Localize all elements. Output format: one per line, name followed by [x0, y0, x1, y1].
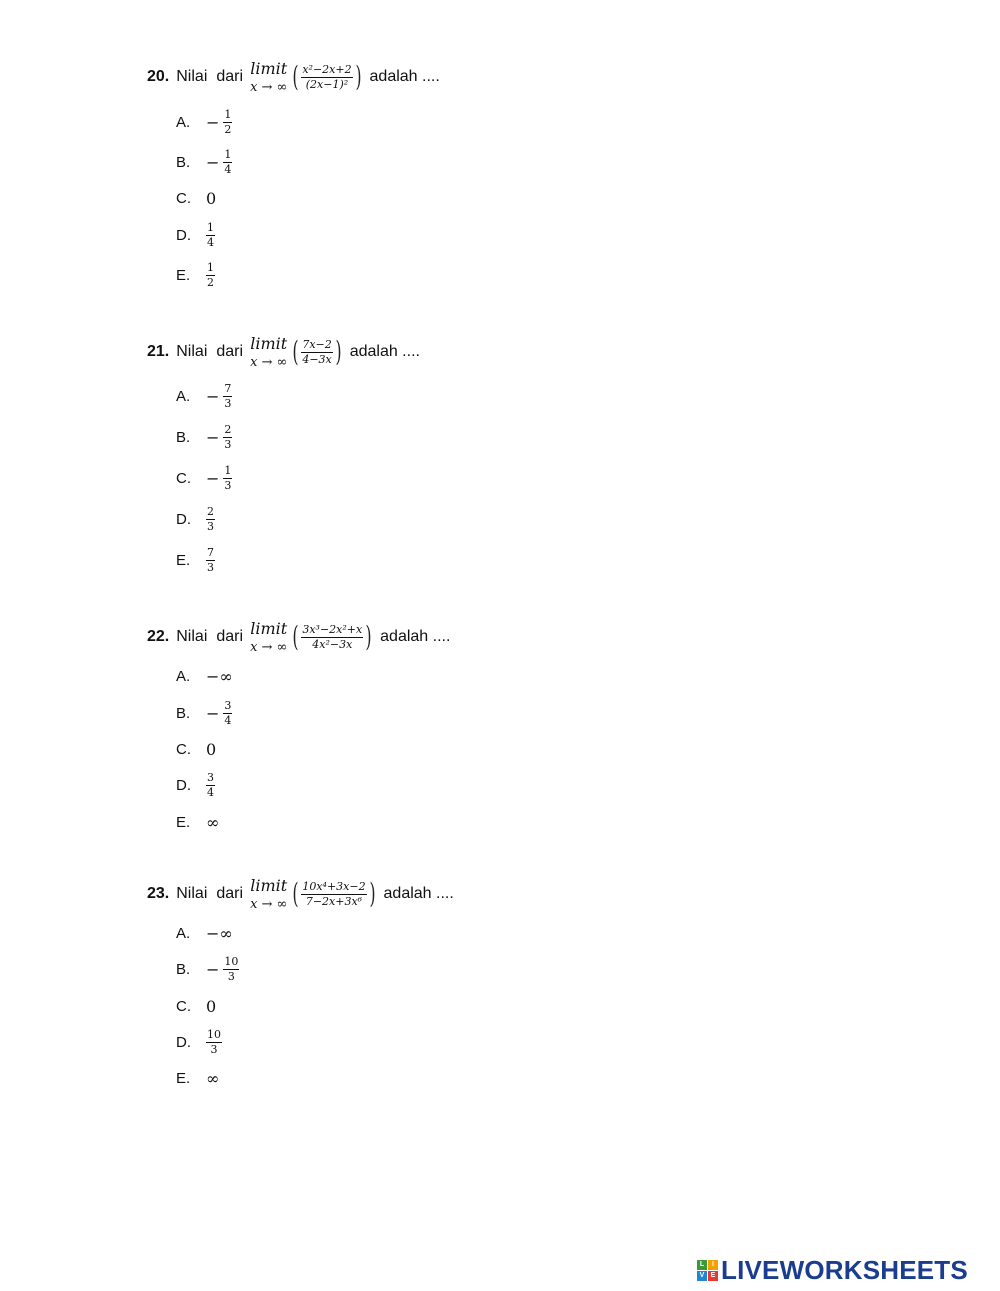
option-value: 0	[206, 996, 217, 1016]
right-paren: )	[365, 620, 372, 653]
option-value	[206, 547, 215, 573]
option-value	[206, 506, 215, 532]
answer-option[interactable]	[176, 991, 216, 1021]
fraction-denominator: 4	[224, 713, 232, 727]
limit-subscript: x → ∞	[250, 896, 288, 912]
question-number: 23.	[147, 885, 170, 902]
option-letter: E.	[176, 1069, 191, 1087]
question-stem	[147, 872, 454, 916]
limit-expression	[290, 335, 343, 368]
fraction-denominator: 3	[227, 969, 235, 983]
minus-sign: −	[206, 427, 220, 447]
fraction-denominator: 2	[224, 122, 232, 136]
answer-option[interactable]	[176, 770, 215, 800]
question-number: 21.	[147, 343, 170, 360]
question-text: adalah ....	[349, 343, 420, 360]
left-paren: (	[292, 620, 299, 653]
option-fraction	[223, 956, 239, 982]
minus-sign: −	[206, 959, 220, 979]
question-text: Nilai	[176, 628, 208, 645]
option-value	[206, 262, 215, 288]
option-value	[206, 700, 232, 726]
fraction-denominator: 3	[207, 519, 214, 533]
question-text: adalah ....	[369, 68, 440, 85]
fraction-denominator: 3	[224, 396, 232, 410]
option-letter: D.	[176, 1033, 191, 1051]
fraction-numerator: 1	[224, 147, 232, 161]
answer-option[interactable]	[176, 220, 215, 250]
left-paren: (	[292, 335, 299, 368]
answer-option[interactable]	[176, 918, 233, 948]
fraction-denominator: 4	[207, 785, 214, 799]
expression-fraction	[301, 624, 363, 650]
limit-label: limit	[250, 333, 288, 353]
option-letter: A.	[176, 113, 191, 131]
logo-tiles	[697, 1260, 718, 1281]
limit-expression	[290, 877, 377, 910]
limit-subscript: x → ∞	[250, 79, 288, 95]
option-letter: C.	[176, 189, 191, 207]
fraction-numerator: 3	[207, 770, 214, 784]
question-text: adalah ....	[380, 628, 451, 645]
answer-option[interactable]	[176, 734, 216, 764]
option-letter: C.	[176, 997, 191, 1015]
option-fraction	[223, 465, 232, 491]
logo-tile: L	[697, 1260, 707, 1270]
fraction-numerator: 10	[207, 1027, 221, 1041]
answer-option[interactable]	[176, 463, 232, 493]
answer-option[interactable]	[176, 422, 232, 452]
expression-fraction	[301, 881, 366, 907]
answer-option[interactable]	[176, 504, 215, 534]
fraction-numerator: 1	[207, 260, 214, 274]
denominator: 4x²−3x	[312, 637, 353, 651]
expression-fraction	[301, 64, 352, 90]
option-letter: B.	[176, 704, 191, 722]
fraction-denominator: 4	[207, 235, 214, 249]
fraction-denominator: 3	[210, 1042, 218, 1056]
limit-expression	[290, 620, 374, 653]
option-fraction	[223, 383, 232, 409]
answer-option[interactable]	[176, 661, 233, 691]
denominator: 4−3x	[302, 352, 332, 366]
fraction-denominator: 3	[224, 437, 232, 451]
question-stem	[147, 55, 440, 99]
option-value	[206, 149, 232, 175]
fraction-numerator: 2	[224, 422, 232, 436]
option-value	[206, 424, 232, 450]
option-value	[206, 956, 239, 982]
option-letter: A.	[176, 667, 191, 685]
question-text: adalah ....	[383, 885, 454, 902]
expression-fraction	[301, 339, 332, 365]
minus-sign: −	[206, 152, 220, 172]
liveworksheets-logo	[697, 1255, 968, 1286]
question-number: 20.	[147, 68, 170, 85]
option-fraction	[206, 547, 215, 573]
option-letter: D.	[176, 510, 191, 528]
question-text: Nilai	[176, 885, 208, 902]
limit-subscript: x → ∞	[250, 639, 288, 655]
denominator: 7−2x+3x⁶	[305, 894, 363, 908]
logo-tile: V	[697, 1271, 707, 1281]
option-value	[206, 772, 215, 798]
left-paren: (	[292, 60, 299, 93]
answer-option[interactable]	[176, 954, 239, 984]
limit-label: limit	[250, 618, 288, 638]
option-value: 0	[206, 188, 217, 208]
option-letter: B.	[176, 153, 191, 171]
option-fraction	[206, 222, 215, 248]
fraction-denominator: 4	[224, 162, 232, 176]
answer-option[interactable]	[176, 107, 232, 137]
option-value: ∞	[206, 812, 220, 832]
answer-option[interactable]	[176, 183, 216, 213]
option-letter: D.	[176, 776, 191, 794]
option-value	[206, 383, 232, 409]
question-text: dari	[216, 68, 244, 85]
fraction-denominator: 2	[207, 275, 214, 289]
option-fraction	[206, 506, 215, 532]
option-fraction	[223, 149, 232, 175]
minus-sign: −	[206, 703, 220, 723]
limit-subscript: x → ∞	[250, 354, 288, 370]
limit-notation	[250, 58, 288, 95]
limit-expression	[290, 60, 363, 93]
minus-sign: −	[206, 386, 220, 406]
option-value: −∞	[206, 923, 233, 943]
answer-option[interactable]	[176, 147, 232, 177]
numerator: x²−2x+2	[302, 62, 352, 76]
question-text: Nilai	[176, 68, 208, 85]
option-letter: A.	[176, 387, 191, 405]
question-number: 22.	[147, 628, 170, 645]
numerator: 3x³−2x²+x	[302, 622, 363, 636]
option-letter: A.	[176, 924, 191, 942]
question-text: dari	[216, 628, 244, 645]
fraction-numerator: 2	[207, 504, 214, 518]
option-fraction	[223, 109, 232, 135]
answer-option[interactable]	[176, 545, 215, 575]
answer-option[interactable]	[176, 381, 232, 411]
option-letter: B.	[176, 960, 191, 978]
logo-text: LIVEWORKSHEETS	[721, 1255, 968, 1285]
option-value: ∞	[206, 1068, 220, 1088]
fraction-numerator: 1	[207, 220, 214, 234]
option-fraction	[206, 262, 215, 288]
limit-notation	[250, 333, 288, 370]
answer-option[interactable]	[176, 1027, 222, 1057]
option-fraction	[206, 1029, 222, 1055]
question-stem	[147, 615, 450, 659]
minus-sign: −	[206, 468, 220, 488]
option-fraction	[223, 424, 232, 450]
option-letter: D.	[176, 226, 191, 244]
option-letter: B.	[176, 428, 191, 446]
limit-notation	[250, 618, 288, 655]
option-fraction	[223, 700, 232, 726]
fraction-numerator: 10	[224, 954, 239, 968]
right-paren: )	[355, 60, 362, 93]
fraction-numerator: 7	[207, 545, 214, 559]
answer-option[interactable]	[176, 698, 232, 728]
option-letter: C.	[176, 740, 191, 758]
minus-sign: −	[206, 112, 220, 132]
numerator: 10x⁴+3x−2	[302, 879, 366, 893]
option-letter: E.	[176, 266, 191, 284]
option-letter: C.	[176, 469, 191, 487]
answer-option[interactable]	[176, 807, 219, 837]
left-paren: (	[292, 877, 299, 910]
question-stem	[147, 330, 420, 374]
limit-label: limit	[250, 58, 288, 78]
question-text: Nilai	[176, 343, 208, 360]
logo-tile: I	[708, 1260, 718, 1270]
option-value	[206, 465, 232, 491]
question-text: dari	[216, 343, 244, 360]
option-letter: E.	[176, 813, 191, 831]
fraction-numerator: 1	[224, 463, 232, 477]
fraction-denominator: 3	[224, 478, 232, 492]
fraction-numerator: 3	[224, 698, 232, 712]
answer-option[interactable]	[176, 260, 215, 290]
option-value	[206, 1029, 222, 1055]
limit-label: limit	[250, 875, 288, 895]
denominator: (2x−1)²	[305, 77, 349, 91]
option-value	[206, 222, 215, 248]
logo-tile: E	[708, 1271, 718, 1281]
right-paren: )	[335, 335, 342, 368]
right-paren: )	[369, 877, 376, 910]
fraction-numerator: 1	[224, 107, 232, 121]
numerator: 7x−2	[302, 337, 332, 351]
fraction-numerator: 7	[224, 381, 232, 395]
option-value	[206, 109, 232, 135]
option-value: 0	[206, 739, 217, 759]
option-value: −∞	[206, 666, 233, 686]
option-letter: E.	[176, 551, 191, 569]
question-text: dari	[216, 885, 244, 902]
limit-notation	[250, 875, 288, 912]
option-fraction	[206, 772, 215, 798]
answer-option[interactable]	[176, 1063, 219, 1093]
fraction-denominator: 3	[207, 560, 214, 574]
